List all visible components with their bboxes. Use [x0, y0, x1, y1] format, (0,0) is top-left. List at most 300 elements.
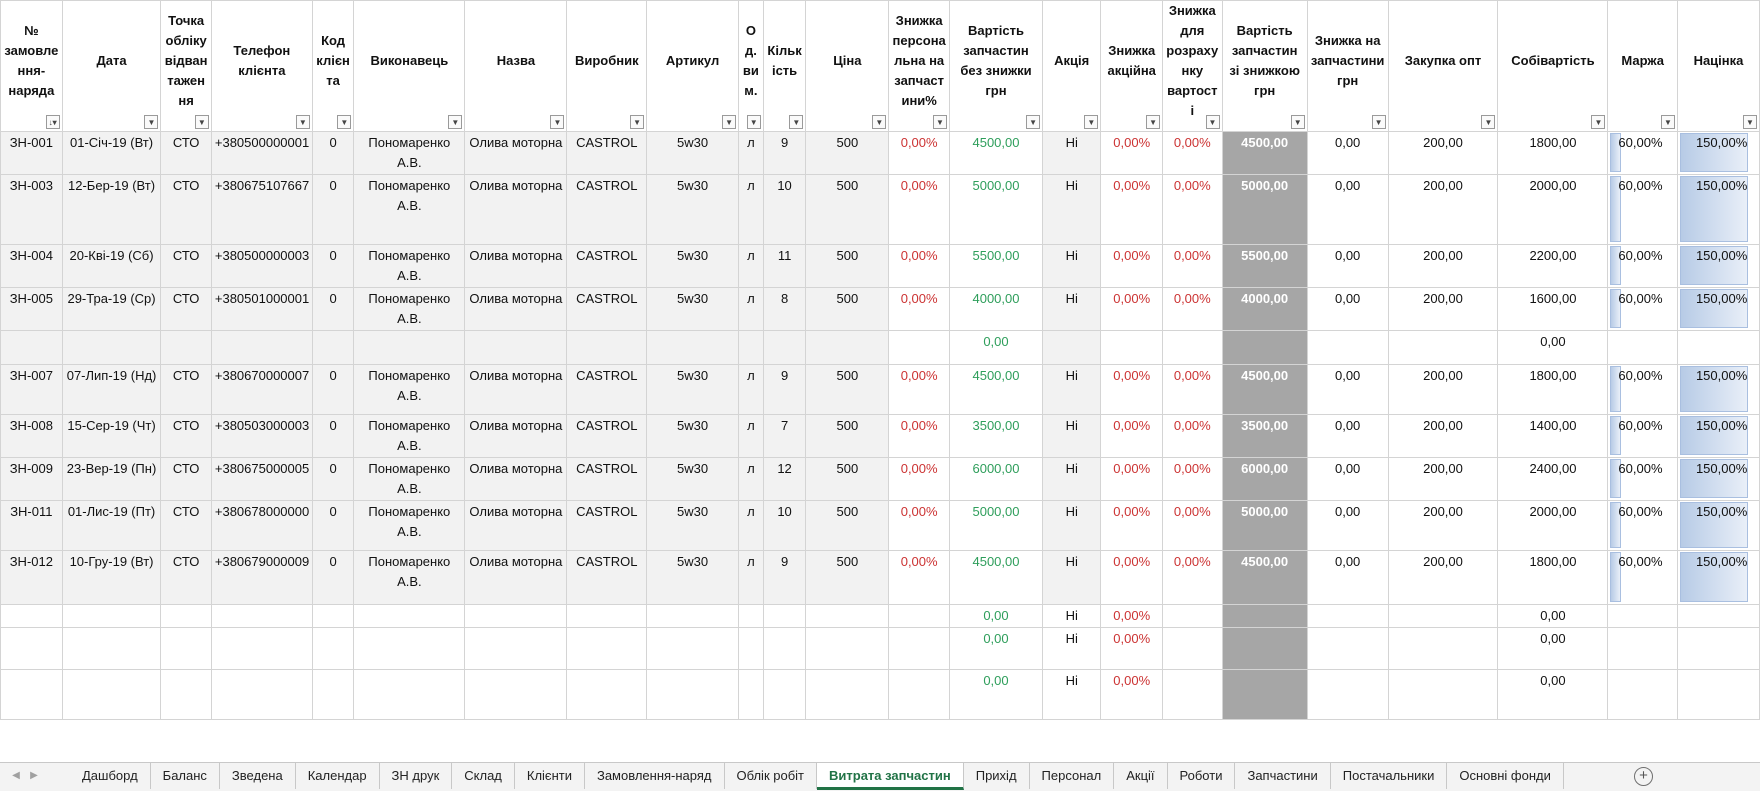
qty-cell[interactable]	[763, 501, 806, 551]
promo-cell[interactable]	[1043, 132, 1101, 175]
wholesale-cell[interactable]	[1388, 605, 1498, 628]
promo-cell[interactable]	[1043, 175, 1101, 245]
discount-uah-cell[interactable]	[1307, 365, 1388, 415]
unit-cell[interactable]	[739, 415, 764, 458]
cost-with-discount-cell[interactable]	[1222, 605, 1307, 628]
table-row[interactable]	[1, 628, 1760, 670]
qty-cell[interactable]	[763, 175, 806, 245]
promo-cell[interactable]	[1043, 670, 1101, 720]
calc-discount-cell[interactable]	[1163, 551, 1222, 605]
cost-no-discount-cell[interactable]	[949, 605, 1042, 628]
maker-cell[interactable]	[567, 331, 647, 365]
maker-cell[interactable]	[567, 670, 647, 720]
promo-discount-cell[interactable]	[1101, 501, 1163, 551]
promo-cell[interactable]	[1043, 331, 1101, 365]
price-cell[interactable]	[806, 415, 889, 458]
promo-discount-cell[interactable]	[1101, 628, 1163, 670]
date-cell[interactable]	[62, 551, 161, 605]
client-code-cell[interactable]	[312, 415, 354, 458]
date-cell[interactable]	[62, 628, 161, 670]
point-cell[interactable]	[161, 175, 211, 245]
client-code-cell[interactable]	[312, 175, 354, 245]
table-row[interactable]	[1, 415, 1760, 458]
prime-cost-cell[interactable]	[1498, 670, 1608, 720]
cost-with-discount-cell[interactable]	[1222, 331, 1307, 365]
cost-no-discount-cell[interactable]	[949, 551, 1042, 605]
markup-cell[interactable]	[1677, 365, 1759, 415]
executor-cell[interactable]	[354, 605, 465, 628]
phone-cell[interactable]	[211, 670, 312, 720]
filter-dropdown-icon[interactable]: ▼	[1743, 115, 1757, 129]
column-header[interactable]	[889, 1, 950, 132]
client-code-cell[interactable]	[312, 628, 354, 670]
personal-discount-cell[interactable]	[889, 175, 950, 245]
order-number-cell[interactable]	[1, 365, 63, 415]
personal-discount-cell[interactable]	[889, 365, 950, 415]
part-name-cell[interactable]	[465, 501, 567, 551]
column-header[interactable]	[1677, 1, 1759, 132]
date-cell[interactable]	[62, 415, 161, 458]
wholesale-cell[interactable]	[1388, 551, 1498, 605]
discount-uah-cell[interactable]	[1307, 628, 1388, 670]
executor-cell[interactable]	[354, 670, 465, 720]
client-code-cell[interactable]	[312, 245, 354, 288]
prime-cost-cell[interactable]	[1498, 458, 1608, 501]
promo-discount-cell[interactable]	[1101, 551, 1163, 605]
part-name-cell[interactable]	[465, 551, 567, 605]
price-cell[interactable]	[806, 365, 889, 415]
filter-dropdown-icon[interactable]: ▼	[789, 115, 803, 129]
filter-dropdown-icon[interactable]: ▼	[195, 115, 209, 129]
wholesale-cell[interactable]	[1388, 175, 1498, 245]
article-cell[interactable]	[647, 365, 739, 415]
filter-dropdown-icon[interactable]: ▼	[1661, 115, 1675, 129]
date-cell[interactable]	[62, 132, 161, 175]
order-number-cell[interactable]	[1, 245, 63, 288]
table-row[interactable]	[1, 331, 1760, 365]
article-cell[interactable]	[647, 132, 739, 175]
maker-cell[interactable]	[567, 132, 647, 175]
sheet-tab[interactable]: Постачальники	[1331, 763, 1448, 789]
filter-dropdown-icon[interactable]: ▼	[448, 115, 462, 129]
sheet-tab[interactable]: Замовлення-наряд	[585, 763, 725, 789]
prime-cost-cell[interactable]	[1498, 551, 1608, 605]
article-cell[interactable]	[647, 175, 739, 245]
unit-cell[interactable]	[739, 605, 764, 628]
sheet-tab[interactable]: Баланс	[151, 763, 220, 789]
table-row[interactable]	[1, 245, 1760, 288]
promo-discount-cell[interactable]	[1101, 175, 1163, 245]
article-cell[interactable]	[647, 458, 739, 501]
price-cell[interactable]	[806, 628, 889, 670]
cost-with-discount-cell[interactable]	[1222, 501, 1307, 551]
calc-discount-cell[interactable]	[1163, 288, 1222, 331]
part-name-cell[interactable]	[465, 365, 567, 415]
date-cell[interactable]	[62, 245, 161, 288]
column-header[interactable]	[465, 1, 567, 132]
executor-cell[interactable]	[354, 175, 465, 245]
filter-dropdown-icon[interactable]: ▼	[630, 115, 644, 129]
filter-dropdown-icon[interactable]: ▼	[722, 115, 736, 129]
personal-discount-cell[interactable]	[889, 288, 950, 331]
discount-uah-cell[interactable]	[1307, 605, 1388, 628]
cost-with-discount-cell[interactable]	[1222, 175, 1307, 245]
filter-dropdown-icon[interactable]: ▼	[1372, 115, 1386, 129]
sheet-tab[interactable]: Акції	[1114, 763, 1167, 789]
table-row[interactable]	[1, 288, 1760, 331]
markup-cell[interactable]	[1677, 501, 1759, 551]
client-code-cell[interactable]	[312, 132, 354, 175]
price-cell[interactable]	[806, 501, 889, 551]
column-header[interactable]	[763, 1, 806, 132]
part-name-cell[interactable]	[465, 175, 567, 245]
order-number-cell[interactable]	[1, 670, 63, 720]
qty-cell[interactable]	[763, 365, 806, 415]
date-cell[interactable]	[62, 670, 161, 720]
discount-uah-cell[interactable]	[1307, 501, 1388, 551]
calc-discount-cell[interactable]	[1163, 458, 1222, 501]
cost-no-discount-cell[interactable]	[949, 331, 1042, 365]
calc-discount-cell[interactable]	[1163, 670, 1222, 720]
qty-cell[interactable]	[763, 670, 806, 720]
wholesale-cell[interactable]	[1388, 288, 1498, 331]
maker-cell[interactable]	[567, 551, 647, 605]
order-number-cell[interactable]	[1, 132, 63, 175]
column-header[interactable]	[1307, 1, 1388, 132]
qty-cell[interactable]	[763, 415, 806, 458]
sheet-tab[interactable]: Облік робіт	[725, 763, 818, 789]
article-cell[interactable]	[647, 331, 739, 365]
client-code-cell[interactable]	[312, 288, 354, 331]
wholesale-cell[interactable]	[1388, 670, 1498, 720]
date-cell[interactable]	[62, 365, 161, 415]
wholesale-cell[interactable]	[1388, 331, 1498, 365]
filter-dropdown-icon[interactable]: ▼	[872, 115, 886, 129]
cost-no-discount-cell[interactable]	[949, 415, 1042, 458]
promo-discount-cell[interactable]	[1101, 670, 1163, 720]
personal-discount-cell[interactable]	[889, 628, 950, 670]
cost-no-discount-cell[interactable]	[949, 365, 1042, 415]
order-number-cell[interactable]	[1, 175, 63, 245]
filter-dropdown-icon[interactable]: ▼	[1291, 115, 1305, 129]
client-code-cell[interactable]	[312, 458, 354, 501]
article-cell[interactable]	[647, 628, 739, 670]
margin-cell[interactable]	[1608, 670, 1678, 720]
unit-cell[interactable]	[739, 365, 764, 415]
sheet-tab[interactable]: Склад	[452, 763, 515, 789]
personal-discount-cell[interactable]	[889, 605, 950, 628]
date-cell[interactable]	[62, 605, 161, 628]
unit-cell[interactable]	[739, 628, 764, 670]
markup-cell[interactable]	[1677, 245, 1759, 288]
phone-cell[interactable]	[211, 501, 312, 551]
order-number-cell[interactable]	[1, 331, 63, 365]
column-header[interactable]	[211, 1, 312, 132]
article-cell[interactable]	[647, 245, 739, 288]
margin-cell[interactable]	[1608, 132, 1678, 175]
filter-dropdown-icon[interactable]: ▼	[933, 115, 947, 129]
phone-cell[interactable]	[211, 605, 312, 628]
column-header[interactable]	[354, 1, 465, 132]
order-number-cell[interactable]	[1, 605, 63, 628]
markup-cell[interactable]	[1677, 288, 1759, 331]
executor-cell[interactable]	[354, 551, 465, 605]
article-cell[interactable]	[647, 605, 739, 628]
part-name-cell[interactable]	[465, 132, 567, 175]
add-sheet-icon[interactable]: +	[1634, 767, 1653, 786]
filter-dropdown-icon[interactable]: ▼	[747, 115, 761, 129]
cost-with-discount-cell[interactable]	[1222, 628, 1307, 670]
sheet-tab[interactable]: Роботи	[1168, 763, 1236, 789]
filter-dropdown-icon[interactable]: ▼	[1026, 115, 1040, 129]
order-number-cell[interactable]	[1, 458, 63, 501]
client-code-cell[interactable]	[312, 551, 354, 605]
promo-discount-cell[interactable]	[1101, 415, 1163, 458]
calc-discount-cell[interactable]	[1163, 245, 1222, 288]
discount-uah-cell[interactable]	[1307, 132, 1388, 175]
table-row[interactable]	[1, 175, 1760, 245]
price-cell[interactable]	[806, 175, 889, 245]
price-cell[interactable]	[806, 670, 889, 720]
date-cell[interactable]	[62, 288, 161, 331]
prime-cost-cell[interactable]	[1498, 132, 1608, 175]
maker-cell[interactable]	[567, 458, 647, 501]
discount-uah-cell[interactable]	[1307, 331, 1388, 365]
promo-cell[interactable]	[1043, 501, 1101, 551]
point-cell[interactable]	[161, 331, 211, 365]
column-header[interactable]	[312, 1, 354, 132]
promo-discount-cell[interactable]	[1101, 288, 1163, 331]
price-cell[interactable]	[806, 331, 889, 365]
sort-filter-icon[interactable]: ↓▾	[46, 115, 60, 129]
column-header[interactable]	[567, 1, 647, 132]
qty-cell[interactable]	[763, 132, 806, 175]
prime-cost-cell[interactable]	[1498, 605, 1608, 628]
maker-cell[interactable]	[567, 245, 647, 288]
cost-no-discount-cell[interactable]	[949, 458, 1042, 501]
executor-cell[interactable]	[354, 628, 465, 670]
phone-cell[interactable]	[211, 415, 312, 458]
column-header[interactable]	[739, 1, 764, 132]
promo-cell[interactable]	[1043, 288, 1101, 331]
promo-cell[interactable]	[1043, 245, 1101, 288]
filter-dropdown-icon[interactable]: ▼	[1084, 115, 1098, 129]
part-name-cell[interactable]	[465, 605, 567, 628]
maker-cell[interactable]	[567, 365, 647, 415]
table-row[interactable]	[1, 551, 1760, 605]
point-cell[interactable]	[161, 605, 211, 628]
markup-cell[interactable]	[1677, 628, 1759, 670]
promo-cell[interactable]	[1043, 415, 1101, 458]
client-code-cell[interactable]	[312, 670, 354, 720]
executor-cell[interactable]	[354, 415, 465, 458]
cost-no-discount-cell[interactable]	[949, 175, 1042, 245]
sheet-tab[interactable]: Запчастини	[1235, 763, 1330, 789]
phone-cell[interactable]	[211, 175, 312, 245]
promo-cell[interactable]	[1043, 628, 1101, 670]
executor-cell[interactable]	[354, 458, 465, 501]
markup-cell[interactable]	[1677, 175, 1759, 245]
date-cell[interactable]	[62, 501, 161, 551]
personal-discount-cell[interactable]	[889, 245, 950, 288]
scroll-right-icon[interactable]: ▶	[30, 770, 38, 781]
promo-discount-cell[interactable]	[1101, 132, 1163, 175]
promo-discount-cell[interactable]	[1101, 245, 1163, 288]
column-header[interactable]	[1101, 1, 1163, 132]
cost-with-discount-cell[interactable]	[1222, 551, 1307, 605]
point-cell[interactable]	[161, 245, 211, 288]
margin-cell[interactable]	[1608, 415, 1678, 458]
calc-discount-cell[interactable]	[1163, 331, 1222, 365]
wholesale-cell[interactable]	[1388, 415, 1498, 458]
wholesale-cell[interactable]	[1388, 501, 1498, 551]
executor-cell[interactable]	[354, 365, 465, 415]
personal-discount-cell[interactable]	[889, 551, 950, 605]
order-number-cell[interactable]	[1, 415, 63, 458]
client-code-cell[interactable]	[312, 331, 354, 365]
qty-cell[interactable]	[763, 288, 806, 331]
part-name-cell[interactable]	[465, 670, 567, 720]
point-cell[interactable]	[161, 365, 211, 415]
date-cell[interactable]	[62, 175, 161, 245]
article-cell[interactable]	[647, 670, 739, 720]
margin-cell[interactable]	[1608, 628, 1678, 670]
phone-cell[interactable]	[211, 245, 312, 288]
unit-cell[interactable]	[739, 670, 764, 720]
point-cell[interactable]	[161, 501, 211, 551]
part-name-cell[interactable]	[465, 331, 567, 365]
point-cell[interactable]	[161, 132, 211, 175]
calc-discount-cell[interactable]	[1163, 628, 1222, 670]
column-header[interactable]	[1498, 1, 1608, 132]
calc-discount-cell[interactable]	[1163, 132, 1222, 175]
executor-cell[interactable]	[354, 501, 465, 551]
column-header[interactable]	[1163, 1, 1222, 132]
discount-uah-cell[interactable]	[1307, 175, 1388, 245]
client-code-cell[interactable]	[312, 605, 354, 628]
unit-cell[interactable]	[739, 175, 764, 245]
executor-cell[interactable]	[354, 288, 465, 331]
filter-dropdown-icon[interactable]: ▼	[1591, 115, 1605, 129]
table-row[interactable]	[1, 670, 1760, 720]
article-cell[interactable]	[647, 415, 739, 458]
sheet-tab[interactable]: ЗН друк	[380, 763, 453, 789]
personal-discount-cell[interactable]	[889, 331, 950, 365]
qty-cell[interactable]	[763, 628, 806, 670]
prime-cost-cell[interactable]	[1498, 175, 1608, 245]
margin-cell[interactable]	[1608, 458, 1678, 501]
promo-cell[interactable]	[1043, 458, 1101, 501]
sheet-tab[interactable]: Витрата запчастин	[817, 763, 964, 790]
point-cell[interactable]	[161, 551, 211, 605]
markup-cell[interactable]	[1677, 551, 1759, 605]
filter-dropdown-icon[interactable]: ▼	[550, 115, 564, 129]
executor-cell[interactable]	[354, 245, 465, 288]
sheet-tab[interactable]: Календар	[296, 763, 380, 789]
price-cell[interactable]	[806, 605, 889, 628]
price-cell[interactable]	[806, 245, 889, 288]
prime-cost-cell[interactable]	[1498, 245, 1608, 288]
filter-dropdown-icon[interactable]: ▼	[1206, 115, 1220, 129]
cost-with-discount-cell[interactable]	[1222, 245, 1307, 288]
personal-discount-cell[interactable]	[889, 132, 950, 175]
margin-cell[interactable]	[1608, 365, 1678, 415]
order-number-cell[interactable]	[1, 288, 63, 331]
promo-discount-cell[interactable]	[1101, 331, 1163, 365]
column-header[interactable]	[1608, 1, 1678, 132]
sheet-tab[interactable]: Основні фонди	[1447, 763, 1564, 789]
qty-cell[interactable]	[763, 551, 806, 605]
executor-cell[interactable]	[354, 132, 465, 175]
promo-discount-cell[interactable]	[1101, 458, 1163, 501]
table-row[interactable]	[1, 132, 1760, 175]
margin-cell[interactable]	[1608, 605, 1678, 628]
margin-cell[interactable]	[1608, 331, 1678, 365]
promo-cell[interactable]	[1043, 365, 1101, 415]
phone-cell[interactable]	[211, 365, 312, 415]
calc-discount-cell[interactable]	[1163, 175, 1222, 245]
markup-cell[interactable]	[1677, 415, 1759, 458]
phone-cell[interactable]	[211, 288, 312, 331]
cost-no-discount-cell[interactable]	[949, 501, 1042, 551]
qty-cell[interactable]	[763, 605, 806, 628]
point-cell[interactable]	[161, 458, 211, 501]
qty-cell[interactable]	[763, 458, 806, 501]
client-code-cell[interactable]	[312, 501, 354, 551]
cost-no-discount-cell[interactable]	[949, 670, 1042, 720]
column-header[interactable]	[1222, 1, 1307, 132]
cost-no-discount-cell[interactable]	[949, 245, 1042, 288]
wholesale-cell[interactable]	[1388, 458, 1498, 501]
markup-cell[interactable]	[1677, 331, 1759, 365]
markup-cell[interactable]	[1677, 132, 1759, 175]
discount-uah-cell[interactable]	[1307, 415, 1388, 458]
executor-cell[interactable]	[354, 331, 465, 365]
phone-cell[interactable]	[211, 331, 312, 365]
calc-discount-cell[interactable]	[1163, 605, 1222, 628]
column-header[interactable]	[647, 1, 739, 132]
point-cell[interactable]	[161, 288, 211, 331]
cost-with-discount-cell[interactable]	[1222, 415, 1307, 458]
cost-with-discount-cell[interactable]	[1222, 670, 1307, 720]
part-name-cell[interactable]	[465, 245, 567, 288]
part-name-cell[interactable]	[465, 628, 567, 670]
calc-discount-cell[interactable]	[1163, 415, 1222, 458]
sheet-tab[interactable]: Прихід	[964, 763, 1030, 789]
calc-discount-cell[interactable]	[1163, 365, 1222, 415]
cost-with-discount-cell[interactable]	[1222, 288, 1307, 331]
unit-cell[interactable]	[739, 132, 764, 175]
promo-discount-cell[interactable]	[1101, 365, 1163, 415]
sheet-tab[interactable]: Клієнти	[515, 763, 585, 789]
markup-cell[interactable]	[1677, 605, 1759, 628]
table-row[interactable]	[1, 605, 1760, 628]
phone-cell[interactable]	[211, 458, 312, 501]
discount-uah-cell[interactable]	[1307, 670, 1388, 720]
date-cell[interactable]	[62, 458, 161, 501]
unit-cell[interactable]	[739, 331, 764, 365]
table-row[interactable]	[1, 365, 1760, 415]
personal-discount-cell[interactable]	[889, 501, 950, 551]
prime-cost-cell[interactable]	[1498, 331, 1608, 365]
personal-discount-cell[interactable]	[889, 415, 950, 458]
table-row[interactable]	[1, 501, 1760, 551]
scroll-left-icon[interactable]: ◀	[12, 770, 20, 781]
order-number-cell[interactable]	[1, 551, 63, 605]
prime-cost-cell[interactable]	[1498, 501, 1608, 551]
promo-cell[interactable]	[1043, 551, 1101, 605]
markup-cell[interactable]	[1677, 458, 1759, 501]
